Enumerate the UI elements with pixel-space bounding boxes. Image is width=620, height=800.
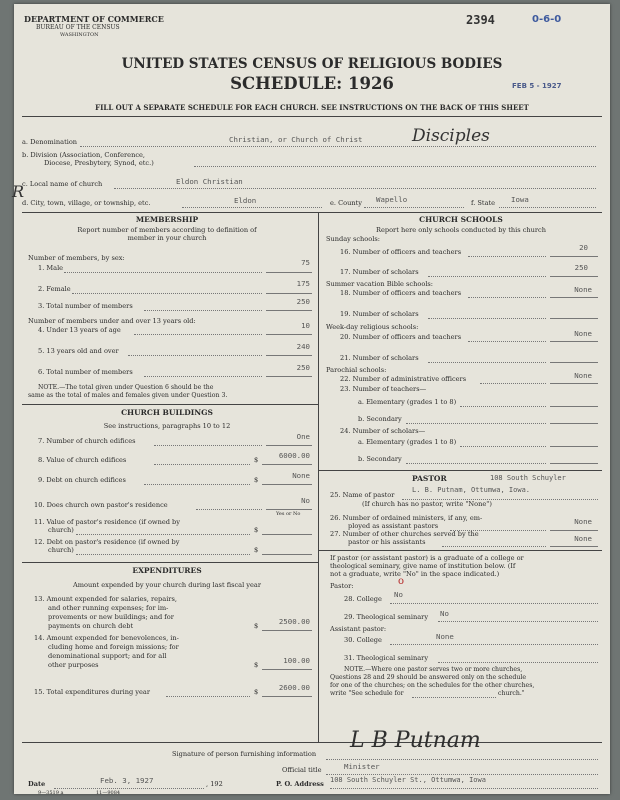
po-address-label: P. O. Address: [276, 780, 324, 788]
received-date-stamp: FEB 5 - 1927: [512, 82, 562, 90]
pastor-note-1: NOTE.—Where one pastor serves two or more churches,: [344, 666, 523, 673]
q24a-line: [460, 446, 546, 447]
q7-label: 7. Number of church edifices: [38, 437, 136, 445]
q12-dollar: $: [254, 546, 259, 554]
expenditures-sub: Amount expended by your church during last fiscal year: [72, 581, 262, 589]
q24b-label: b. Secondary: [358, 455, 402, 463]
membership-note-2: same as the total of males and females given under Question 3.: [28, 392, 228, 399]
q7-value: One: [296, 432, 310, 441]
pastor-note-line: [412, 697, 496, 698]
assistant-pastor-subheading: Assistant pastor:: [330, 625, 387, 633]
q12-line: [76, 554, 250, 555]
county-label: e. County: [330, 199, 362, 207]
schools-title: CHURCH SCHOOLS: [419, 215, 503, 224]
weekday-schools-label: Week-day religious schools:: [326, 323, 419, 331]
q28-line: [390, 603, 598, 604]
schedule-title: SCHEDULE: 1926: [230, 74, 394, 93]
q24a-field-line: [550, 446, 598, 447]
q31-line: [438, 662, 598, 663]
city-name: WASHINGTON: [60, 32, 99, 38]
male-line: [64, 272, 262, 273]
q9-line: [144, 484, 250, 485]
form-number-1: 9—3519 a: [38, 790, 64, 796]
department-name: DEPARTMENT OF COMMERCE: [24, 14, 164, 24]
pastor-note-3: for one of the churches; on the schedules for the other churches,: [330, 682, 535, 689]
form-number-2: 11—9084: [96, 790, 121, 796]
q21-label: 21. Number of scholars: [340, 354, 419, 362]
q23a-field-line: [550, 406, 598, 407]
q14-value: 100.00: [283, 656, 310, 665]
pastor-note-4: write "See schedule for: [330, 690, 404, 697]
q27-label-1: 27. Number of other churches served by the: [330, 530, 479, 538]
pastor-address-note: 108 South Schuyler: [490, 474, 566, 482]
q10-value: No: [301, 496, 310, 505]
q9-dollar: $: [254, 476, 259, 484]
q12-label-2: church): [48, 546, 74, 554]
date-year-suffix: , 192: [206, 780, 223, 788]
q24a-label: a. Elementary (grades 1 to 8): [358, 438, 457, 446]
q16-value: 20: [579, 243, 588, 252]
stamp-code: 0-6-0: [532, 14, 562, 25]
age-heading: Number of members under and over 13 years old:: [28, 317, 196, 325]
total-members-value: 250: [296, 297, 310, 306]
census-schedule-page: [14, 4, 610, 794]
q22-line: [480, 383, 546, 384]
church-name-line: [114, 188, 596, 189]
denomination-handwritten: Disciples: [412, 126, 490, 146]
expenditures-title: EXPENDITURES: [132, 566, 202, 575]
q25-label: 25. Name of pastor: [330, 491, 395, 499]
section-top-rule: [22, 212, 602, 213]
q12-field-line: [262, 554, 312, 555]
q20-label: 20. Number of officers and teachers: [340, 333, 462, 341]
q19-line: [428, 318, 546, 319]
q11-field-line: [262, 534, 312, 535]
date-label: Date: [28, 780, 46, 788]
q13-value: 2500.00: [278, 617, 310, 626]
membership-title: MEMBERSHIP: [135, 215, 199, 224]
q31-label: 31. Theological seminary: [344, 654, 429, 662]
q30-line: [390, 644, 598, 645]
q16-field-line: [550, 256, 598, 257]
buildings-title: CHURCH BUILDINGS: [121, 408, 213, 417]
q7-line: [154, 445, 262, 446]
over-13-line: [128, 355, 262, 356]
signature-line: [326, 759, 598, 760]
q13-line-2: and other running expenses; for im-: [48, 604, 169, 612]
official-title-value: Minister: [344, 762, 380, 771]
q26-value: None: [574, 517, 592, 526]
q22-field-line: [550, 383, 598, 384]
state-line: [499, 207, 596, 208]
female-label: 2. Female: [38, 285, 71, 293]
q26-label-1: 26. Number of ordained ministers, if any, em-: [330, 514, 483, 522]
q18-line: [468, 297, 546, 298]
bureau-name: BUREAU OF THE CENSUS: [36, 24, 120, 31]
q10-label: 10. Does church own pastor's residence: [34, 501, 168, 509]
signature: L B Putnam: [350, 728, 481, 753]
q26-label-2: ployed as assistant pastors: [348, 522, 439, 530]
q10-line: [196, 509, 262, 510]
q16-label: 16. Number of officers and teachers: [340, 248, 462, 256]
pastor-note-2: Questions 28 and 29 should be answered only on the schedule: [330, 674, 527, 681]
division-label-2: Diocese, Presbytery, Synod, etc.): [44, 159, 154, 167]
membership-intro-1: Report number of members according to definition of: [77, 226, 257, 234]
q18-label: 18. Number of officers and teachers: [340, 289, 462, 297]
county-value: Wapello: [376, 195, 408, 204]
q28-value: No: [394, 590, 403, 599]
q15-line: [166, 696, 250, 697]
q11-label-1: 11. Value of pastor's residence (if owned by: [34, 518, 180, 526]
q20-line: [468, 341, 546, 342]
q20-field-line: [550, 341, 598, 342]
church-name-value: Eldon Christian: [176, 177, 243, 186]
graduate-note-2: theological seminary, give name of institution below. (If: [330, 562, 516, 570]
q27-field-line: [550, 546, 598, 547]
total-members-age-field-line: [266, 376, 312, 377]
division-label-1: b. Division (Association, Conference,: [22, 151, 146, 159]
q30-label: 30. College: [344, 636, 382, 644]
q11-dollar: $: [254, 526, 259, 534]
membership-note-1: NOTE.—The total given under Question 6 should be the: [38, 384, 214, 391]
q26-field-line: [550, 530, 598, 531]
po-address-line: [330, 788, 598, 789]
members-by-sex-label: Number of members, by sex:: [28, 254, 125, 262]
q13-line-3: provements or new buildings; and for: [48, 613, 174, 621]
po-address-value: 108 South Schuyler St., Ottumwa, Iowa: [330, 776, 486, 784]
q12-label-1: 12. Debt on pastor's residence (if owned by: [34, 538, 180, 546]
city-line: [182, 207, 322, 208]
q9-value: None: [292, 471, 310, 480]
female-value: 175: [296, 279, 310, 288]
state-value: Iowa: [511, 195, 529, 204]
buildings-divider: [22, 562, 318, 563]
q15-value: 2600.00: [278, 683, 310, 692]
column-divider: [318, 212, 319, 742]
q15-field-line: [262, 696, 312, 697]
q23a-label: a. Elementary (grades 1 to 8): [358, 398, 457, 406]
q21-field-line: [550, 362, 598, 363]
q15-label: 15. Total expenditures during year: [34, 688, 150, 696]
total-members-age-value: 250: [296, 363, 310, 372]
q29-label: 29. Theological seminary: [344, 613, 429, 621]
total-members-label: 3. Total number of members: [38, 302, 133, 310]
female-field-line: [266, 293, 312, 294]
q29-value: No: [440, 609, 449, 618]
q9-field-line: [262, 484, 312, 485]
q14-line-2: cluding home and foreign missions; for: [48, 643, 179, 651]
q15-dollar: $: [254, 688, 259, 696]
q17-label: 17. Number of scholars: [340, 268, 419, 276]
q8-label: 8. Value of church edifices: [38, 456, 127, 464]
q14-line-1: 14. Amount expended for benevolences, in-: [34, 634, 179, 642]
female-line: [72, 293, 262, 294]
q14-dollar: $: [254, 661, 259, 669]
schools-divider: [318, 470, 602, 471]
pastor-subheading: Pastor:: [330, 582, 354, 590]
city-value: Eldon: [234, 196, 257, 205]
q7-field-line: [266, 445, 312, 446]
form-title: UNITED STATES CENSUS OF RELIGIOUS BODIES: [121, 56, 503, 72]
denomination-line: [80, 146, 596, 147]
schools-sub: Report here only schools conducted by this church: [376, 226, 546, 234]
q23b-label: b. Secondary: [358, 415, 402, 423]
q29-line: [438, 621, 598, 622]
under-13-value: 10: [301, 321, 310, 330]
over-13-label: 5. 13 years old and over: [38, 347, 119, 355]
q24-label: 24. Number of scholars—: [340, 427, 426, 435]
date-line: [54, 788, 204, 789]
q19-label: 19. Number of scholars: [340, 310, 419, 318]
denomination-label: a. Denomination: [22, 138, 78, 146]
q14-line-4: other purposes: [48, 661, 99, 669]
under-13-line: [134, 334, 262, 335]
q20-value: None: [574, 329, 592, 338]
pastor-note-5: church.": [498, 690, 525, 697]
pastor-title: PASTOR: [412, 474, 447, 483]
q13-line-4: payments on church debt: [48, 622, 134, 630]
q8-line: [154, 464, 250, 465]
q22-label: 22. Number of administrative officers: [340, 375, 467, 383]
q18-field-line: [550, 297, 598, 298]
signature-label: Signature of person furnishing information: [172, 750, 317, 758]
under-13-field-line: [266, 334, 312, 335]
q23-label: 23. Number of teachers—: [340, 385, 427, 393]
pastor-divider: [318, 550, 602, 551]
section-bottom-rule: [22, 742, 602, 743]
membership-divider: [22, 404, 318, 405]
q14-field-line: [262, 669, 312, 670]
date-value: Feb. 3, 1927: [100, 776, 154, 785]
male-label: 1. Male: [38, 264, 64, 272]
total-members-field-line: [266, 310, 312, 311]
official-title-label: Official title: [282, 766, 322, 774]
official-title-line: [326, 774, 598, 775]
over-13-field-line: [266, 355, 312, 356]
over-13-value: 240: [296, 342, 310, 351]
city-label: d. City, town, village, or township, etc.: [22, 199, 151, 207]
q8-dollar: $: [254, 456, 259, 464]
q17-field-line: [550, 276, 598, 277]
under-13-label: 4. Under 13 years of age: [38, 326, 121, 334]
q23b-field-line: [550, 423, 598, 424]
header-divider: [22, 116, 602, 117]
q21-line: [428, 362, 546, 363]
q23a-line: [460, 406, 546, 407]
total-members-line: [144, 310, 262, 311]
q9-label: 9. Debt on church edifices: [38, 476, 126, 484]
margin-mark: R: [12, 182, 25, 201]
q25-hint: (If church has no pastor, write "None"): [362, 500, 492, 508]
total-members-age-line: [144, 376, 262, 377]
q17-line: [428, 276, 546, 277]
q24b-field-line: [550, 463, 598, 464]
instruction-banner: FILL OUT A SEPARATE SCHEDULE FOR EACH CHURCH. SEE INSTRUCTIONS ON THE BACK OF THIS SHEET: [95, 103, 529, 112]
parochial-schools-label: Parochial schools:: [326, 366, 387, 374]
male-field-line: [266, 272, 312, 273]
q10-field-line: [266, 509, 312, 510]
q28-label: 28. College: [344, 595, 382, 603]
stamp-number: 2394: [466, 13, 495, 27]
q11-line: [76, 534, 250, 535]
sunday-schools-label: Sunday schools:: [326, 235, 380, 243]
q27-line: [442, 546, 546, 547]
pastor-red-mark: o: [398, 576, 405, 587]
q13-line-1: 13. Amount expended for salaries, repairs,: [34, 595, 177, 603]
q24b-line: [406, 463, 546, 464]
graduate-note-1: If pastor (or assistant pastor) is a graduate of a college or: [330, 554, 524, 562]
q11-label-2: church): [48, 526, 74, 534]
q13-field-line: [262, 630, 312, 631]
buildings-sub: See instructions, paragraphs 10 to 12: [103, 422, 231, 430]
q17-value: 250: [574, 263, 588, 272]
q14-line-3: denominational support; and for all: [48, 652, 167, 660]
q13-dollar: $: [254, 622, 259, 630]
county-line: [364, 207, 464, 208]
q8-field-line: [262, 464, 312, 465]
division-line: [194, 166, 596, 167]
total-members-age-label: 6. Total number of members: [38, 368, 133, 376]
q18-value: None: [574, 285, 592, 294]
q16-line: [468, 256, 546, 257]
q22-value: None: [574, 371, 592, 380]
male-value: 75: [301, 258, 310, 267]
q27-label-2: pastor or his assistants: [348, 538, 426, 546]
q30-value: None: [436, 632, 454, 641]
q10-hint: Yes or No: [276, 511, 301, 517]
summer-schools-label: Summer vacation Bible schools:: [326, 280, 434, 288]
graduate-note-3: not a graduate, write "No" in the space indicated.): [330, 570, 500, 578]
church-name-label: c. Local name of church: [22, 180, 103, 188]
q23b-line: [406, 423, 546, 424]
q25-value: L. B. Putnam, Ottumwa, Iowa.: [412, 486, 531, 494]
q27-value: None: [574, 534, 592, 543]
q8-value: 6000.00: [278, 451, 310, 460]
q19-field-line: [550, 318, 598, 319]
state-label: f. State: [471, 199, 496, 207]
membership-intro-2: member in your church: [127, 234, 207, 242]
denomination-value: Christian, or Church of Christ: [229, 135, 363, 144]
